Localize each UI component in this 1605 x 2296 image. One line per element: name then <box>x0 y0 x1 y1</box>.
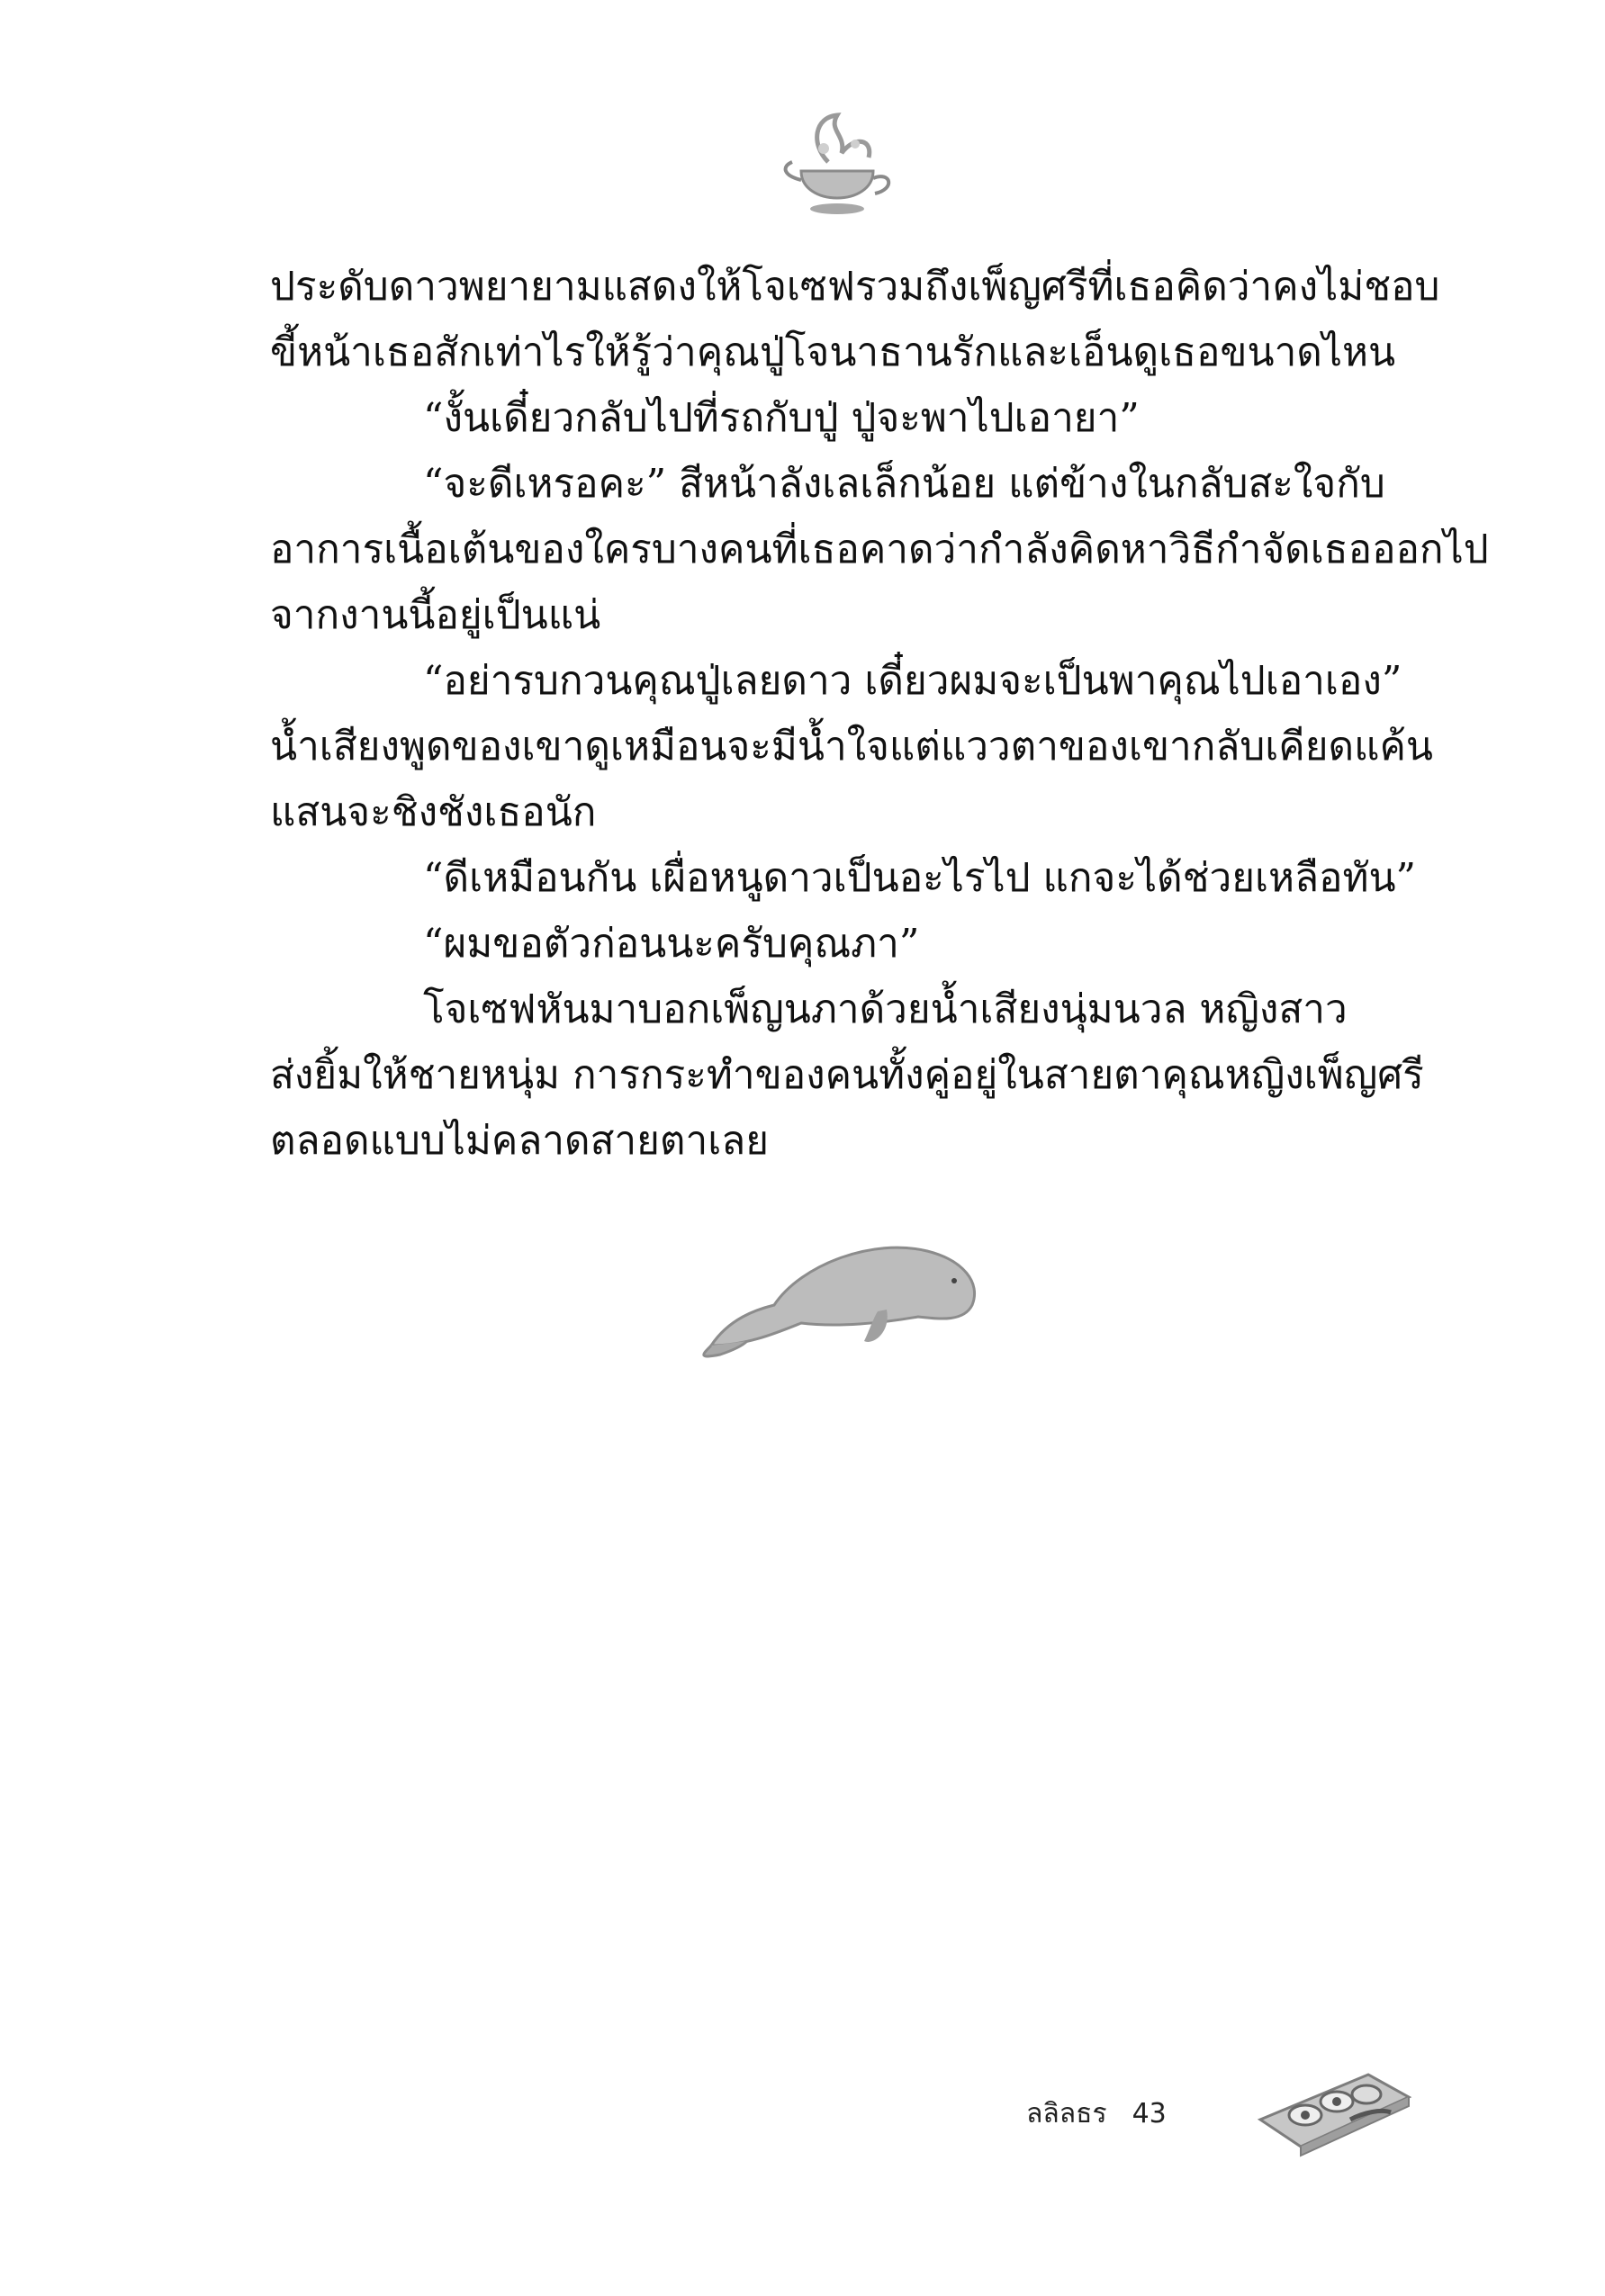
text-line: อาการเนื้อเต้นของใครบางคนที่เธอคาดว่ากำลังคิดหาวิธีกำจัดเธอออกไป <box>270 527 1489 572</box>
text-line: จากงานนี้อยู่เป็นแน่ <box>270 592 601 638</box>
text-line: ประดับดาวพยายามแสดงให้โจเซฟรวมถึงเพ็ญศรีที่เธอคิดว่าคงไม่ชอบ <box>270 264 1440 310</box>
page-footer <box>1026 2086 1167 2140</box>
text-line: ส่งยิ้มให้ชายหนุ่ม การกระทำของคนทั้งคู่อยู่ในสายตาคุณหญิงเพ็ญศรี <box>270 1052 1424 1098</box>
footer-author: ลลิลธร <box>1026 2097 1107 2129</box>
story-text <box>270 254 1489 1174</box>
text-line: “งั้นเดี๋ยวกลับไปที่รถกับปู่ ปู่จะพาไปเอายา” <box>423 395 1140 441</box>
text-line: “ดีเหมือนกัน เผื่อหนูดาวเป็นอะไรไป แกจะได้ช่วยเหลือทัน” <box>423 855 1417 901</box>
text-line: “จะดีเหรอคะ” สีหน้าลังเลเล็กน้อย แต่ข้างในกลับสะใจกับ <box>423 461 1385 507</box>
dugong-illustration-icon <box>693 1211 990 1364</box>
text-line: น้ำเสียงพูดของเขาดูเหมือนจะมีน้ำใจแต่แววตาของเขากลับเคียดแค้น <box>270 724 1433 770</box>
sushi-tray-icon <box>1251 2057 1413 2165</box>
text-line: โจเซฟหันมาบอกเพ็ญนภาด้วยน้ำเสียงนุ่มนวล หญิงสาว <box>423 986 1348 1032</box>
page-number: 43 <box>1132 2097 1167 2129</box>
teapot-ornament-icon <box>774 108 900 225</box>
text-line: “ผมขอตัวก่อนนะครับคุณภา” <box>423 921 920 967</box>
text-line: “อย่ารบกวนคุณปู่เลยดาว เดี๋ยวผมจะเป็นพาคุณไปเอาเอง” <box>423 658 1402 704</box>
text-line: แสนจะชิงชังเธอนัก <box>270 789 597 835</box>
text-line: ขี้หน้าเธอสักเท่าไรให้รู้ว่าคุณปู่โจนาธานรักและเอ็นดูเธอขนาดไหน <box>270 329 1396 375</box>
text-line: ตลอดแบบไม่คลาดสายตาเลย <box>270 1118 769 1164</box>
